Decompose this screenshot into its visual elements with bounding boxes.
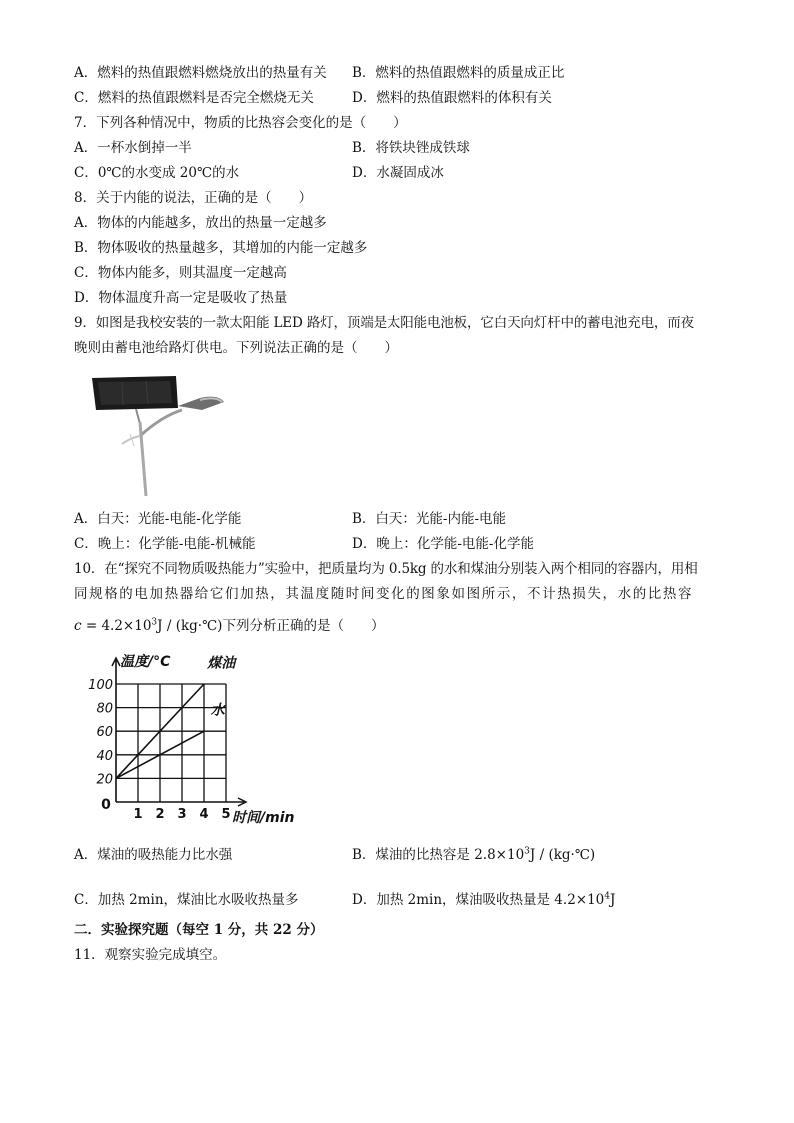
chart-grid <box>116 684 226 802</box>
specific-heat-exponent: 3 <box>151 617 158 628</box>
origin-label: 0 <box>101 797 111 813</box>
x-tick-label-5: 5 <box>221 807 231 822</box>
q10-option-a: A．煤油的吸热能力比水强 <box>74 847 233 863</box>
q10-option-b-exponent: 3 <box>524 846 530 857</box>
q10-option-d <box>352 891 615 909</box>
series-label-1: 煤油 <box>207 655 236 672</box>
q8-stem: 8．关于内能的说法，正确的是（ ） <box>74 190 313 206</box>
q8-option-c: C．物体内能多，则其温度一定越高 <box>74 265 287 281</box>
q8-option-a: A．物体的内能越多，放出的热量一定越多 <box>74 215 327 231</box>
q10-option-c: C．加热 2min，煤油比水吸收热量多 <box>74 892 299 908</box>
q9-option-d: D．晚上：化学能-电能-化学能 <box>352 536 534 552</box>
x-tick-label-4: 4 <box>199 807 209 822</box>
q10-option-b-text: B．煤油的比热容是 2.8×10 <box>352 847 525 863</box>
x-axis-label: 时间/min <box>232 810 295 826</box>
section-2-title: 二．实验探究题（每空 1 分，共 22 分） <box>74 922 324 938</box>
q7-option-b: B．将铁块锉成铁球 <box>352 140 470 156</box>
q9-option-a: A．白天：光能-电能-化学能 <box>74 511 242 527</box>
q10-stem-line1: 10．在“探究不同物质吸热能力”实验中，把质量均为 0.5kg 的水和煤油分别装入两个相同的容器内，用相 <box>74 561 698 577</box>
q6-option-c: C．燃料的热值跟燃料是否完全燃烧无关 <box>74 90 314 106</box>
q9-option-c: C．晚上：化学能-电能-机械能 <box>74 536 256 552</box>
q10-stem-line2: 同规格的电加热器给它们加热，其温度随时间变化的图象如图所示，不计热损失，水的比热容 <box>74 586 694 602</box>
q10-option-b-unit: J / (kg·℃) <box>529 847 596 863</box>
y-tick-label-40: 40 <box>96 748 113 764</box>
y-tick-label-20: 20 <box>96 772 113 788</box>
q8-option-d: D．物体温度升高一定是吸收了热量 <box>74 290 288 306</box>
q7-stem: 7．下列各种情况中，物质的比热容会变化的是（ ） <box>74 115 407 131</box>
chart-labels <box>88 653 294 826</box>
q10-option-b <box>352 846 595 864</box>
q10-option-d-text: D．加热 2min，煤油吸收热量是 4.2×10 <box>352 892 605 908</box>
q10-stem-tail: 下列分析正确的是（ ） <box>222 618 385 634</box>
q11-stem: 11．观察实验完成填空。 <box>74 947 227 963</box>
y-axis-label: 温度/°C <box>120 654 171 670</box>
q8-option-b: B．物体吸收的热量越多，其增加的内能一定越多 <box>74 240 368 256</box>
y-tick-label-60: 60 <box>96 725 113 741</box>
q9-stem-line1: 9．如图是我校安装的一款太阳能 LED 路灯，顶端是太阳能电池板，它白天向灯杆中的蓄电池充电，而夜 <box>74 315 694 331</box>
x-tick-label-3: 3 <box>177 807 187 822</box>
series-label-2: 水 <box>210 702 225 719</box>
q7-option-d: D．水凝固成冰 <box>352 165 444 181</box>
q10-option-d-exponent: 4 <box>604 891 611 902</box>
x-tick-label-2: 2 <box>155 807 165 822</box>
y-tick-label-80: 80 <box>96 701 113 717</box>
y-tick-label-100: 100 <box>88 678 113 693</box>
q10-stem-line3 <box>74 617 384 635</box>
specific-heat-unit: J / (kg·℃) <box>157 618 223 634</box>
q7-option-c: C．0℃的水变成 20℃的水 <box>74 165 240 181</box>
temperature-time-chart <box>88 648 318 830</box>
q9-option-b: B．白天：光能-内能-电能 <box>352 511 507 527</box>
q9-stem-line2: 晚则由蓄电池给路灯供电。下列说法正确的是（ ） <box>74 340 398 356</box>
specific-heat-value: = 4.2×10 <box>81 618 152 634</box>
q7-option-a: A．一杯水倒掉一半 <box>74 140 192 156</box>
solar-street-lamp-image <box>82 372 232 498</box>
q6-option-d: D．燃料的热值跟燃料的体积有关 <box>352 90 552 106</box>
specific-heat-symbol: c <box>74 618 82 634</box>
q6-option-b: B．燃料的热值跟燃料的质量成正比 <box>352 65 565 81</box>
x-tick-label-1: 1 <box>133 807 143 822</box>
q10-option-d-unit: J <box>610 892 616 908</box>
q6-option-a: A．燃料的热值跟燃料燃烧放出的热量有关 <box>74 65 327 81</box>
